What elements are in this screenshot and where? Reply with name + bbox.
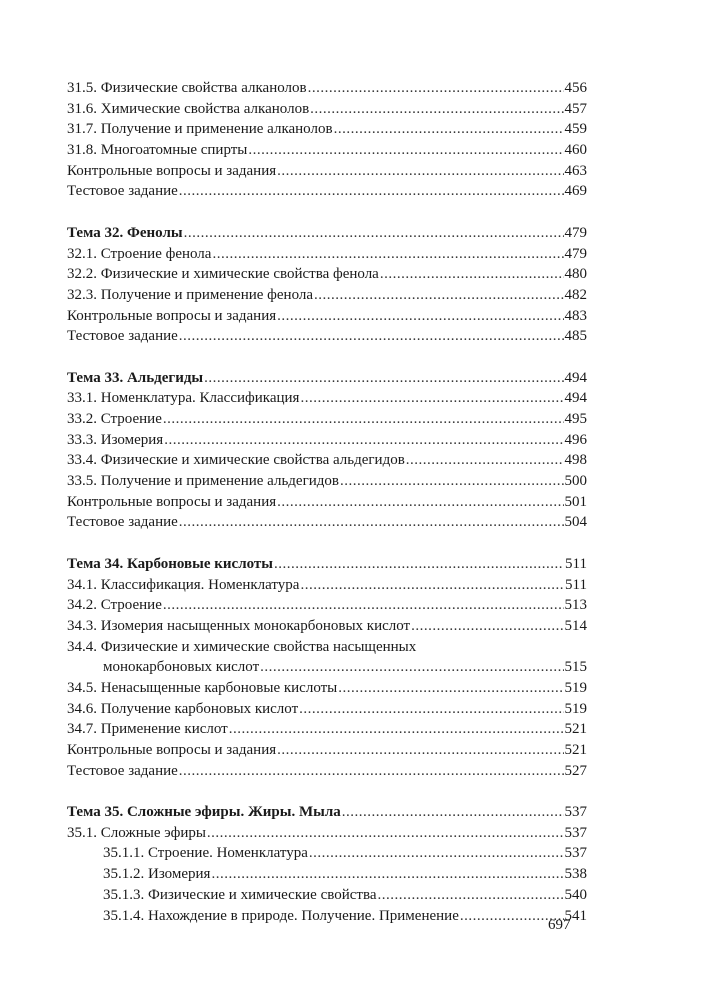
toc-entry: 33.2. Строение ..... 495 [67, 409, 587, 430]
leader-dots [299, 699, 563, 720]
toc-entry: 33.4. Физические и химические свойства альдегидов ..... 498 [67, 450, 587, 471]
leader-dots [300, 388, 563, 409]
leader-dots [342, 802, 564, 823]
leader-dots [179, 512, 564, 533]
leader-dots [184, 223, 564, 244]
toc-entry: 34.1. Классификация. Номенклатура ..... 511 [67, 575, 587, 596]
table-of-contents [67, 78, 587, 926]
leader-dots [179, 326, 564, 347]
toc-page: 537 [564, 824, 587, 841]
toc-page: 480 [564, 266, 587, 283]
toc-page: 479 [564, 245, 587, 262]
toc-entry: Тестовое задание ..... 485 [67, 326, 587, 347]
toc-page: 521 [564, 721, 587, 738]
leader-dots [277, 492, 563, 513]
toc-subentry: 35.1.3. Физические и химические свойства ..... 540 [67, 885, 587, 906]
toc-page: 513 [564, 597, 587, 614]
leader-dots [309, 843, 564, 864]
toc-entry: Контрольные вопросы и задания ..... 501 [67, 492, 587, 513]
section-gap [67, 533, 587, 554]
toc-page: 514 [564, 617, 587, 634]
toc-entry: 31.5. Физические свойства алканолов ..... 456 [67, 78, 587, 99]
leader-dots [340, 471, 564, 492]
leader-dots [229, 719, 564, 740]
toc-entry: 31.6. Химические свойства алканолов ..... 457 [67, 99, 587, 120]
toc-entry: 31.7. Получение и применение алканолов ..... 459 [67, 119, 587, 140]
toc-entry: Тестовое задание ..... 527 [67, 761, 587, 782]
toc-page: 463 [564, 162, 587, 179]
section-gap [67, 202, 587, 223]
toc-entry-continuation: монокарбоновых кислот ..... 515 [67, 657, 587, 678]
toc-page: 527 [564, 762, 587, 779]
leader-dots [211, 864, 563, 885]
toc-entry: 33.1. Номенклатура. Классификация ..... 494 [67, 388, 587, 409]
toc-entry: 35.1. Сложные эфиры ..... 537 [67, 823, 587, 844]
toc-page: 498 [564, 452, 587, 469]
toc-entry: Контрольные вопросы и задания ..... 483 [67, 306, 587, 327]
toc-page: 538 [564, 866, 587, 883]
leader-dots [179, 181, 564, 202]
toc-chapter-heading: Тема 34. Карбоновые кислоты ..... 511 [67, 554, 587, 575]
toc-page: 479 [564, 224, 587, 241]
toc-page: 511 [565, 555, 587, 572]
toc-page: 495 [564, 411, 587, 427]
toc-page: 482 [564, 286, 587, 303]
toc-page: 457 [564, 100, 587, 117]
leader-dots [277, 740, 563, 761]
section-gap [67, 781, 587, 802]
leader-dots [300, 575, 564, 596]
toc-page: 494 [564, 390, 587, 407]
section-gap [67, 347, 587, 368]
toc-entry: 31.8. Многоатомные спирты ..... 460 [67, 140, 587, 161]
toc-entry: Тестовое задание ..... 504 [67, 512, 587, 533]
toc-page: 504 [564, 514, 587, 531]
leader-dots [248, 140, 563, 161]
leader-dots [277, 306, 563, 327]
leader-dots [164, 430, 563, 451]
toc-page: 540 [564, 886, 587, 903]
leader-dots [212, 244, 563, 265]
toc-page: 485 [564, 328, 587, 345]
toc-entry: 32.3. Получение и применение фенола ..... 482 [67, 285, 587, 306]
toc-chapter-heading: Тема 32. Фенолы ..... 479 [67, 223, 587, 244]
toc-chapter-heading: Тема 33. Альдегиды ..... 494 [67, 368, 587, 389]
leader-dots [308, 78, 564, 99]
toc-page: 537 [564, 804, 587, 821]
leader-dots [380, 264, 564, 285]
leader-dots [179, 761, 564, 782]
toc-page: 519 [564, 679, 587, 696]
toc-chapter-heading: Тема 35. Сложные эфиры. Жиры. Мыла ..... 537 [67, 802, 587, 823]
leader-dots [207, 823, 564, 844]
toc-entry: 34.7. Применение кислот ..... 521 [67, 719, 587, 740]
toc-page: 511 [565, 576, 587, 593]
toc-entry: 33.3. Изомерия ..... 496 [67, 430, 587, 451]
toc-entry: Тестовое задание ..... 469 [67, 181, 587, 202]
leader-dots [338, 678, 563, 699]
toc-entry-first-line: 34.4. Физические и химические свойства насыщенных [67, 638, 417, 655]
toc-entry: Контрольные вопросы и задания ..... 463 [67, 161, 587, 182]
toc-page: 494 [564, 369, 587, 386]
toc-page: 469 [564, 183, 587, 200]
toc-entry: 32.1. Строение фенола ..... 479 [67, 244, 587, 265]
leader-dots [378, 885, 564, 906]
toc-subentry: 35.1.2. Изомерия ..... 538 [67, 864, 587, 885]
leader-dots [310, 99, 563, 120]
toc-entry: 34.6. Получение карбоновых кислот ..... 519 [67, 699, 587, 720]
toc-page: 519 [564, 700, 587, 717]
toc-page: 501 [564, 493, 587, 510]
toc-entry: 32.2. Физические и химические свойства фенола ..... 480 [67, 264, 587, 285]
leader-dots [163, 409, 564, 430]
leader-dots [406, 450, 564, 471]
toc-page: 459 [564, 121, 587, 138]
toc-page: 541 [564, 907, 587, 924]
toc-subentry: 35.1.1. Строение. Номенклатура ..... 537 [67, 843, 587, 864]
toc-entry: 34.5. Ненасыщенные карбоновые кислоты ..... 519 [67, 678, 587, 699]
page-number: 697 [548, 917, 571, 933]
leader-dots [314, 285, 563, 306]
leader-dots [334, 119, 564, 140]
toc-page: 515 [564, 659, 587, 676]
toc-page: 521 [564, 742, 587, 758]
toc-page: 460 [564, 142, 587, 159]
leader-dots [411, 616, 563, 637]
toc-page: 496 [564, 431, 587, 448]
leader-dots [204, 368, 563, 389]
toc-entry: 34.2. Строение ..... 513 [67, 595, 587, 616]
leader-dots [163, 595, 564, 616]
leader-dots [277, 161, 563, 182]
toc-page: 483 [564, 307, 587, 324]
toc-entry: 34.3. Изомерия насыщенных монокарбоновых кислот ..... 514 [67, 616, 587, 637]
toc-subentry: 35.1.4. Нахождение в природе. Получение. Применение ..... 541 [67, 906, 587, 927]
leader-dots [274, 554, 564, 575]
toc-page: 456 [564, 80, 587, 96]
leader-dots [260, 657, 563, 678]
toc-entry: 33.5. Получение и применение альдегидов ..... 500 [67, 471, 587, 492]
toc-page: 537 [564, 845, 587, 862]
toc-entry: Контрольные вопросы и задания ..... 521 [67, 740, 587, 761]
toc-page: 500 [564, 473, 587, 490]
